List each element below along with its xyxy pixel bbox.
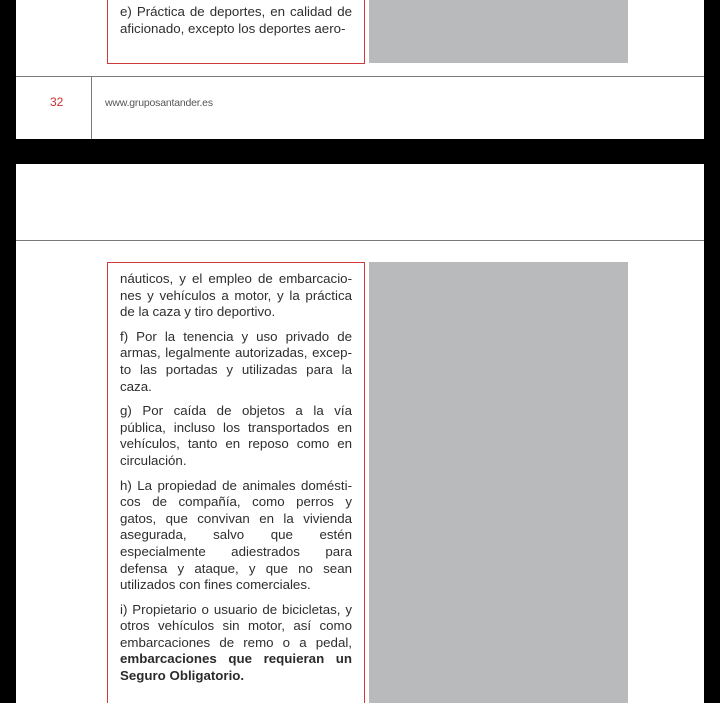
paragraph-i-bold-text: embarcaciones que requieran un Seguro Obligatorio. bbox=[120, 651, 352, 684]
document-page-bottom bbox=[16, 164, 704, 703]
paragraph-f: f) Por la tenencia y uso privado de armas, legalmente autorizadas, excepto las portadas y utilizadas para la caza. bbox=[120, 328, 352, 394]
footer-vertical-divider bbox=[91, 76, 92, 139]
paragraph-h: h) La propiedad de animales domésticos de compañía, como perros y gatos, que convivan en la vivienda asegurada, salvo que estén especialmente adiestrados para defensa y ataque, y que no sean utilizados con fines comerciales. bbox=[120, 477, 352, 593]
highlight-box-top bbox=[107, 0, 365, 64]
page-number: 32 bbox=[50, 95, 64, 109]
paragraph-i bbox=[120, 602, 352, 685]
paragraph-g: g) Por caída de objetos a la vía pública, incluso los transportados en vehículos, tanto en reposo como en circulación. bbox=[120, 403, 352, 468]
image-placeholder-bottom bbox=[369, 262, 628, 703]
footer-website-link[interactable]: www.gruposantander.es bbox=[105, 97, 213, 109]
header-divider bbox=[16, 240, 704, 241]
image-placeholder-top bbox=[369, 0, 628, 63]
paragraph-e-continued: náuticos, y el empleo de embarcaciones y vehículos a motor, y la práctica de la caza y tiro deportivo. bbox=[120, 271, 352, 320]
paragraph-e: e) Práctica de deportes, en calidad de aficionado, excepto los deportes aero- bbox=[120, 4, 352, 36]
highlight-box-bottom bbox=[107, 262, 365, 703]
footer-divider bbox=[16, 76, 704, 77]
document-page-top bbox=[16, 0, 704, 139]
paragraph-i-text: i) Propietario o usuario de bicicletas, y otros vehículos sin motor, así como embarcaciones de remo o a pedal, bbox=[120, 601, 352, 650]
